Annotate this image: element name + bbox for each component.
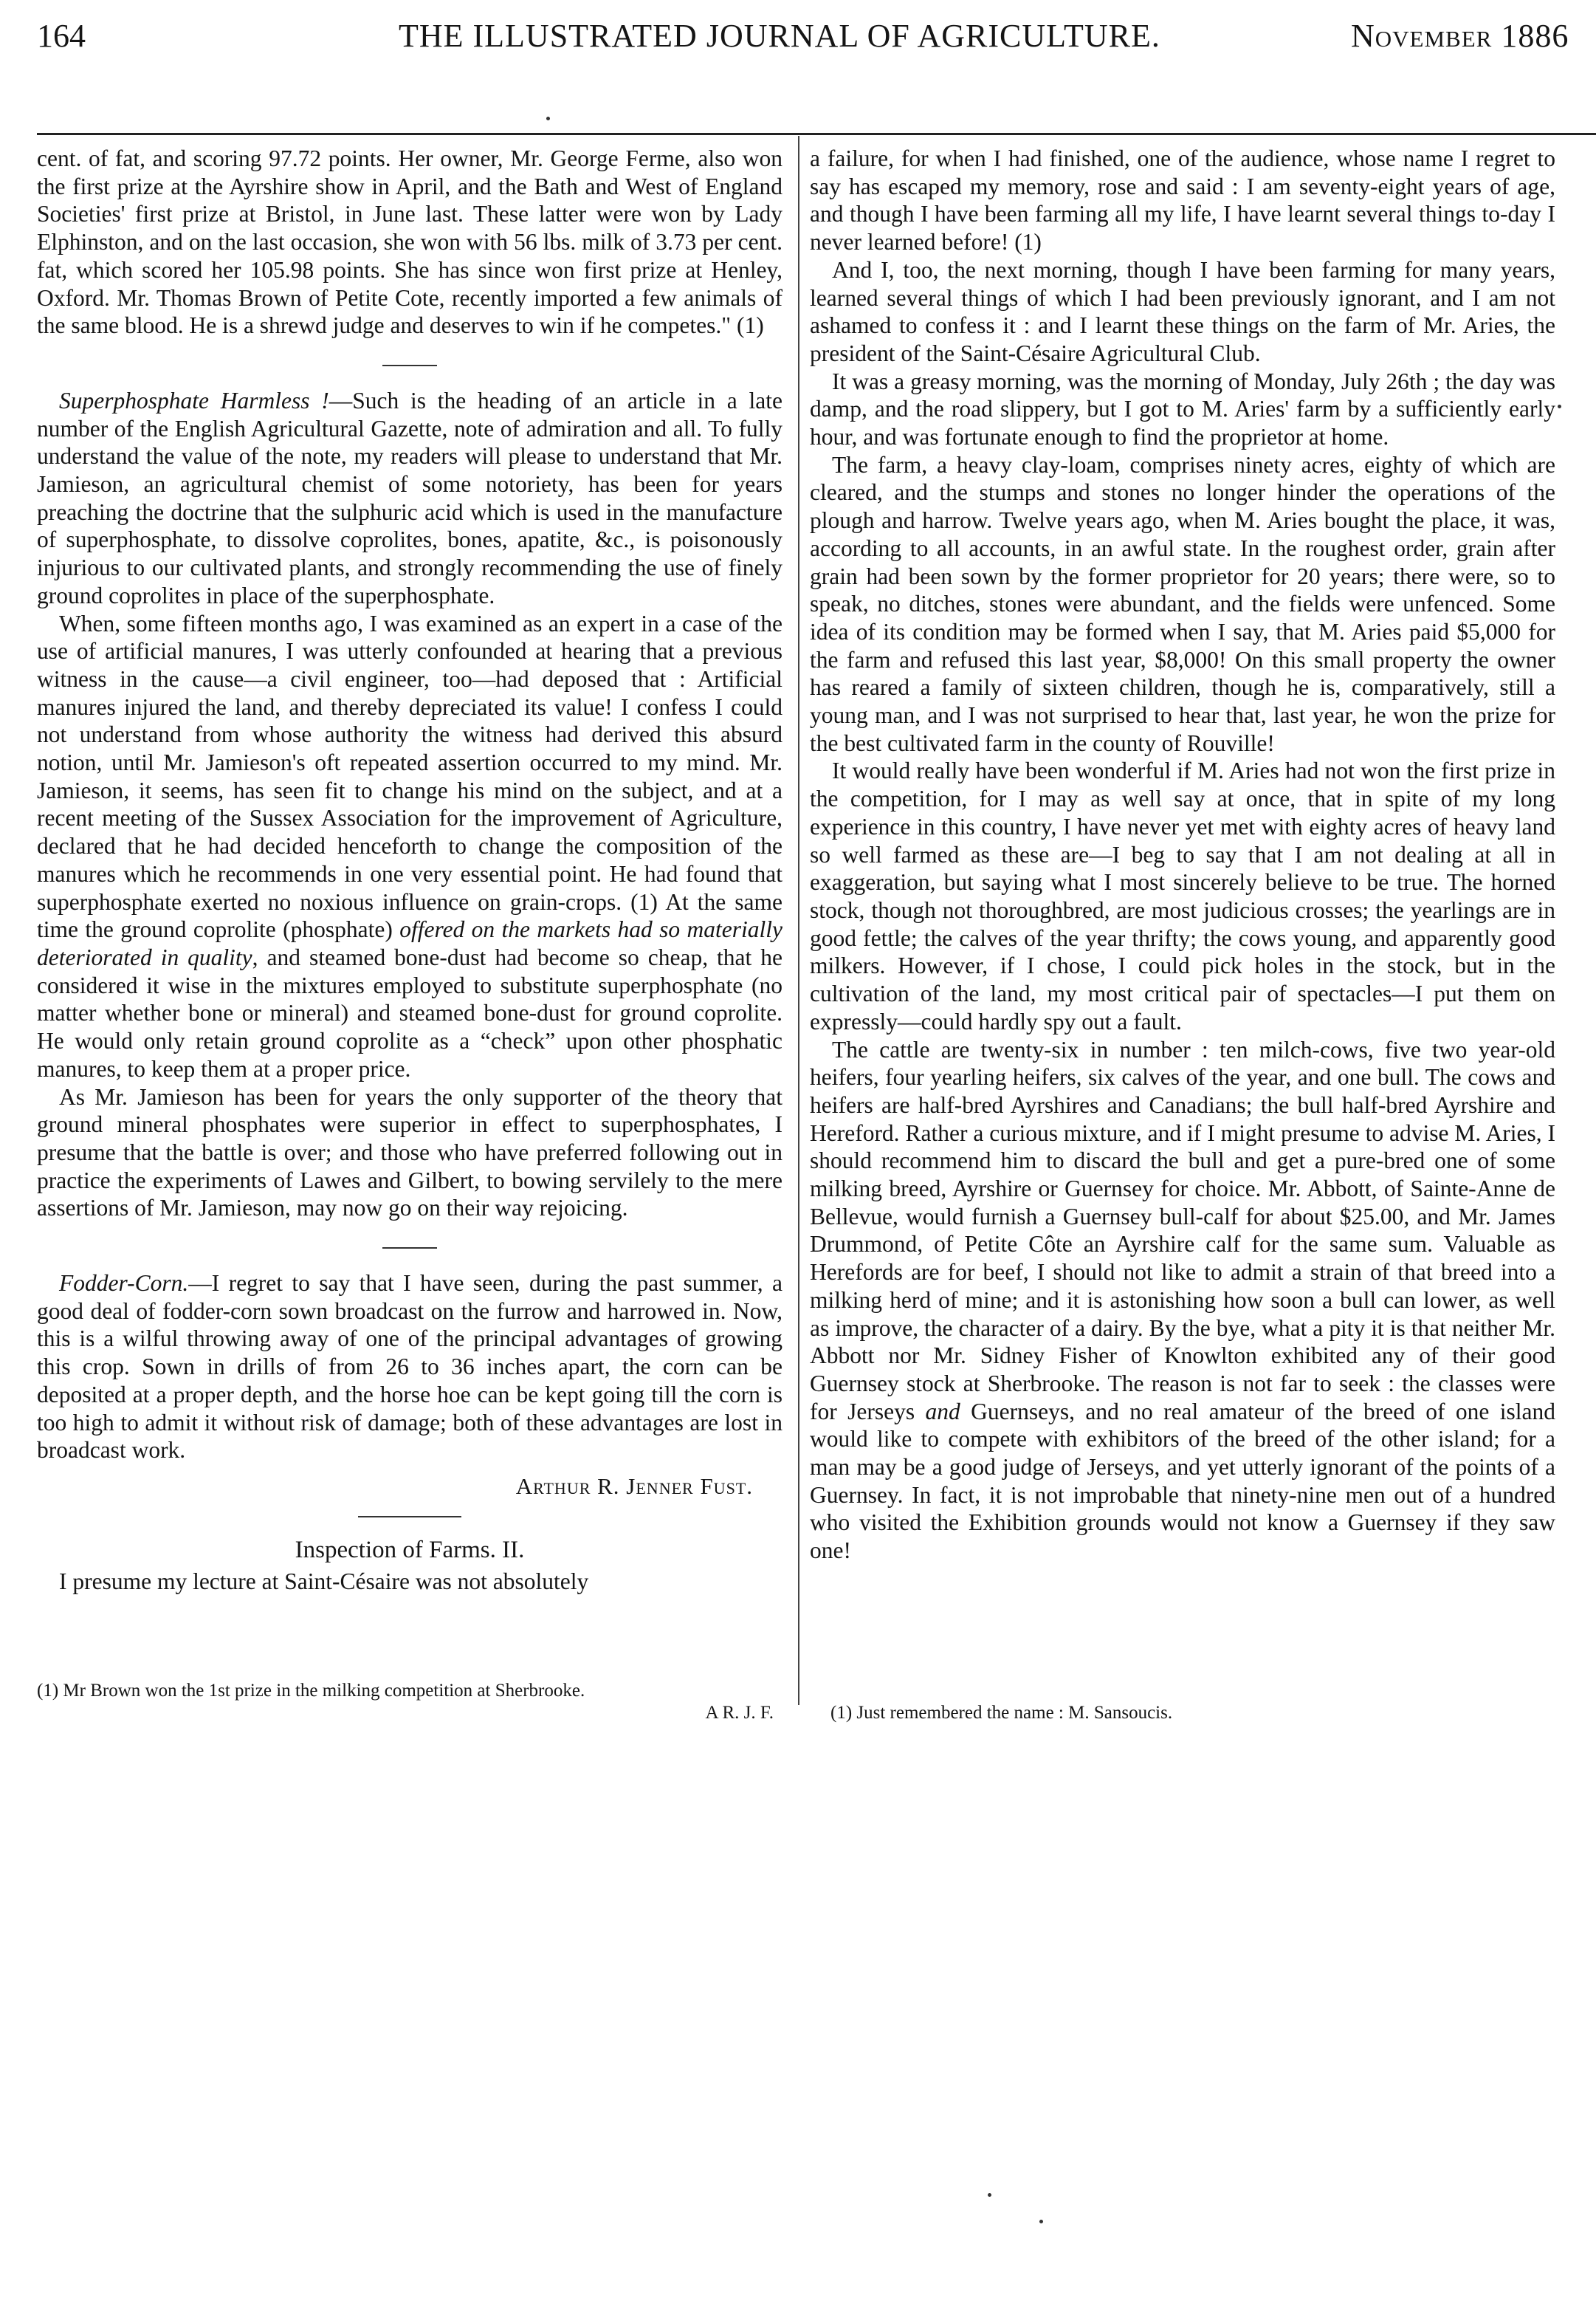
footnote-text: (1) Mr Brown won the 1st prize in the milking competition at Sherbrooke. bbox=[37, 1681, 585, 1701]
journal-title: THE ILLUSTRATED JOURNAL OF AGRICULTURE. bbox=[399, 18, 1160, 54]
section-divider bbox=[382, 1247, 437, 1249]
section-divider bbox=[382, 365, 437, 366]
print-speck bbox=[988, 2193, 991, 2197]
print-speck bbox=[1558, 405, 1561, 408]
italic-phrase: offered on the markets had so materially deteriorated in quality bbox=[37, 916, 782, 970]
footnote bbox=[37, 1680, 782, 1723]
page-number: 164 bbox=[37, 18, 86, 54]
footnote: (1) Just remembered the name : M. Sansoucis. bbox=[830, 1703, 1173, 1723]
paragraph: The cattle are twenty-six in number : ten milch-cows, five two year-old heifers, four yearling heifers, six calves of the year, and one bull. The cows and heifers are half-bred Ayrshires and Canadians; the bull half-bred Ayrshire and Hereford. Rather a curious mixture, and if I might presume to advise M. Aries, I should recommend him to discard the bull and get a pure-bred one of some milking breed, Ayrshire or Guernsey for choice. Mr. Abbott, of Sainte-Anne de Bellevue, would furnish a Guernsey bull-calf for about $25.00, and Mr. James Drummond, of Petite Côte an Ayrshire calf for the same sum. Valuable as Herefords are for beef, I should not like to admit a strain of that breed into a milking herd of mine; and it is astonishing how soon a bull can lower, as well as improve, the character of a dairy. By the bye, what a pity it is that neither Mr. Abbott nor Mr. Sidney Fisher of Knowlton exhibited any of their good Guernsey stock at Sherbrooke. The reason is not far to seek : the classes were for Jerseys and Guernseys, and no real amateur of the breed of one island would like to compete with exhibitors of the breed of the other island; for a man may be a good judge of Jerseys, and yet utterly ignorant of the points of a Guernsey. In fact, it is not improbable that ninety-nine men out of a hundred who visited the Exhibition grounds would not know a Guernsey if they saw one! bbox=[810, 1036, 1556, 1564]
print-speck bbox=[546, 117, 550, 120]
paragraph: The farm, a heavy clay-loam, comprises ninety acres, eighty of which are cleared, and the stumps and stones no longer hinder the operations of the plough and harrow. Twelve years ago, when M. Aries bought the place, it was, according to all accounts, in an awful state. In the roughest order, grain after grain had been sown by the former proprietor for 20 years; there were, so to speak, no ditches, stones were abundant, and the fields were unfenced. Some idea of its condition may be formed when I say, that M. Aries paid $5,000 for the farm and refused this last year, $8,000! On this small property the owner has reared a family of sixteen children, though he is, comparatively, still a young man, and I was not surprised to hear that, last year, he won the prize for the best cultivated farm in the county of Rouville! bbox=[810, 451, 1555, 756]
paragraph: It would really have been wonderful if M. Aries had not won the first prize in the competition, for I may as well say at once, that in spite of my long experience in this country, I have never yet met with eighty acres of heavy land so well farmed as these are—I beg to say that I am not dealing at all in exaggeration, but saying what I most sincerely believe to be true. The horned stock, though not thoroughbred, are most judicious crosses; the yearlings are in good fettle; the calves of the year thrifty; the cows young, and apparently good milkers. However, if I chose, I could pick holes in the stock, but in the cultivation of the land, my most critical pair of spectacles—I put them on expressly—could hardly spy out a fault. bbox=[810, 758, 1555, 1035]
paragraph: cent. of fat, and scoring 97.72 points. Her owner, Mr. George Ferme, also won the first prize at the Ayrshire show in April, and the Bath and West of England Societies' first prize at Bristol, in June last. These latter were won by Lady Elphinston, and on the last occasion, she won with 56 lbs. milk of 3.73 per cent. fat, which scored her 105.98 points. She has since won first prize at Henley, Oxford. Mr. Thomas Brown of Petite Cote, recently imported a few animals of the same blood. He is a shrewd judge and deserves to win if he competes." (1) bbox=[37, 145, 782, 339]
issue-date: November 1886 bbox=[1351, 18, 1569, 54]
paragraph: When, some fifteen months ago, I was examined as an expert in a case of the use of artificial manures, I was utterly confounded at hearing that a previous witness in the cause—a civil engineer, too—had deposed that : Artificial manures injured the land, and thereby depreciated its value! I confess I could not understand from whose authority the witness had derived this absurd notion, until Mr. Jamieson's oft repeated assertion occurred to my mind. Mr. Jamieson, it seems, has seen fit to change his mind on the subject, and at a recent meeting of the Sussex Association for the improvement of Agriculture, declared that he had decided henceforth to change the composition of the manures which he recommends in one very essential point. He had found that superphosphate exerted no noxious influence on grain-crops. (1) At the same time the ground coprolite (phosphate) offered on the markets had so materially deteriorated in quality, and steamed bone-dust had become so cheap, that he considered it wise in the mixtures employed to substitute superphosphate (no matter whether bone or mineral) and steamed bone-dust for ground coprolite. He would only retain ground coprolite as a “check” upon other phosphatic manures, to keep them at a proper price. bbox=[37, 610, 782, 1082]
paragraph: As Mr. Jamieson has been for years the only supporter of the theory that ground mineral phosphates were superior in effect to superphosphates, I presume that the battle is over; and those who have preferred following out in practice the experiments of Lawes and Gilbert, to bowing servilely to the mere assertions of Mr. Jamieson, may now go on their way rejoicing. bbox=[37, 1083, 782, 1221]
footnote-initials: A R. J. F. bbox=[705, 1703, 774, 1723]
print-speck bbox=[1039, 2220, 1043, 2223]
paragraph: Superphosphate Harmless !—Such is the heading of an article in a late number of the English Agricultural Gazette, note of admiration and all. To fully understand the value of the note, my readers will please to understand that Mr. Jamieson, an agricultural chemist of some notoriety, has been for years preaching the doctrine that the sulphuric acid which is used in the manufacture of superphosphate, to dissolve coprolites, bones, apatite, &c., is poisonously injurious to our cultivated plants, and strongly recommending the use of finely ground coprolites in place of the superphosphate. bbox=[37, 387, 782, 608]
left-column bbox=[37, 145, 782, 1596]
right-column bbox=[810, 145, 1555, 1565]
running-header bbox=[37, 10, 1596, 62]
paragraph: a failure, for when I had finished, one of the audience, whose name I regret to say has escaped my memory, rose and said : I am seventy-eight years of age, and though I have been farming all my life, I have learnt several things to-day I never learned before! (1) bbox=[810, 145, 1555, 255]
section-title: Superphosphate Harmless ! bbox=[59, 387, 329, 414]
paragraph: It was a greasy morning, was the morning of Monday, July 26th ; the day was damp, and the road slippery, but I got to M. Aries' farm by a sufficiently early hour, and was fortunate enough to find the proprietor at home. bbox=[810, 368, 1555, 450]
section-divider bbox=[358, 1516, 461, 1517]
section-heading: Inspection of Farms. II. bbox=[295, 1536, 525, 1563]
column-divider bbox=[798, 136, 799, 1705]
paragraph: Fodder-Corn.—I regret to say that I have seen, during the past summer, a good deal of fodder-corn sown broadcast on the furrow and harrowed in. Now, this is a wilful throwing away of one of the principal advantages of growing this crop. Sown in drills of from 26 to 36 inches apart, the corn can be deposited at a proper depth, and the horse hoe can be kept going till the corn is too high to admit it without risk of damage; both of these advantages are lost in broadcast work. bbox=[37, 1270, 782, 1464]
author-signature: Arthur R. Jenner Fust. bbox=[515, 1472, 753, 1499]
section-title: Fodder-Corn. bbox=[59, 1270, 189, 1297]
header-rule bbox=[37, 133, 1596, 135]
paragraph: I presume my lecture at Saint-Césaire was not absolutely bbox=[59, 1568, 589, 1594]
italic-word: and bbox=[925, 1398, 960, 1424]
paragraph: And I, too, the next morning, though I have been farming for many years, learned several things of which I had been previously ignorant, and I am not ashamed to confess it : and I learnt these things on the farm of Mr. Aries, the president of the Saint-Césaire Agricultural Club. bbox=[810, 256, 1555, 366]
